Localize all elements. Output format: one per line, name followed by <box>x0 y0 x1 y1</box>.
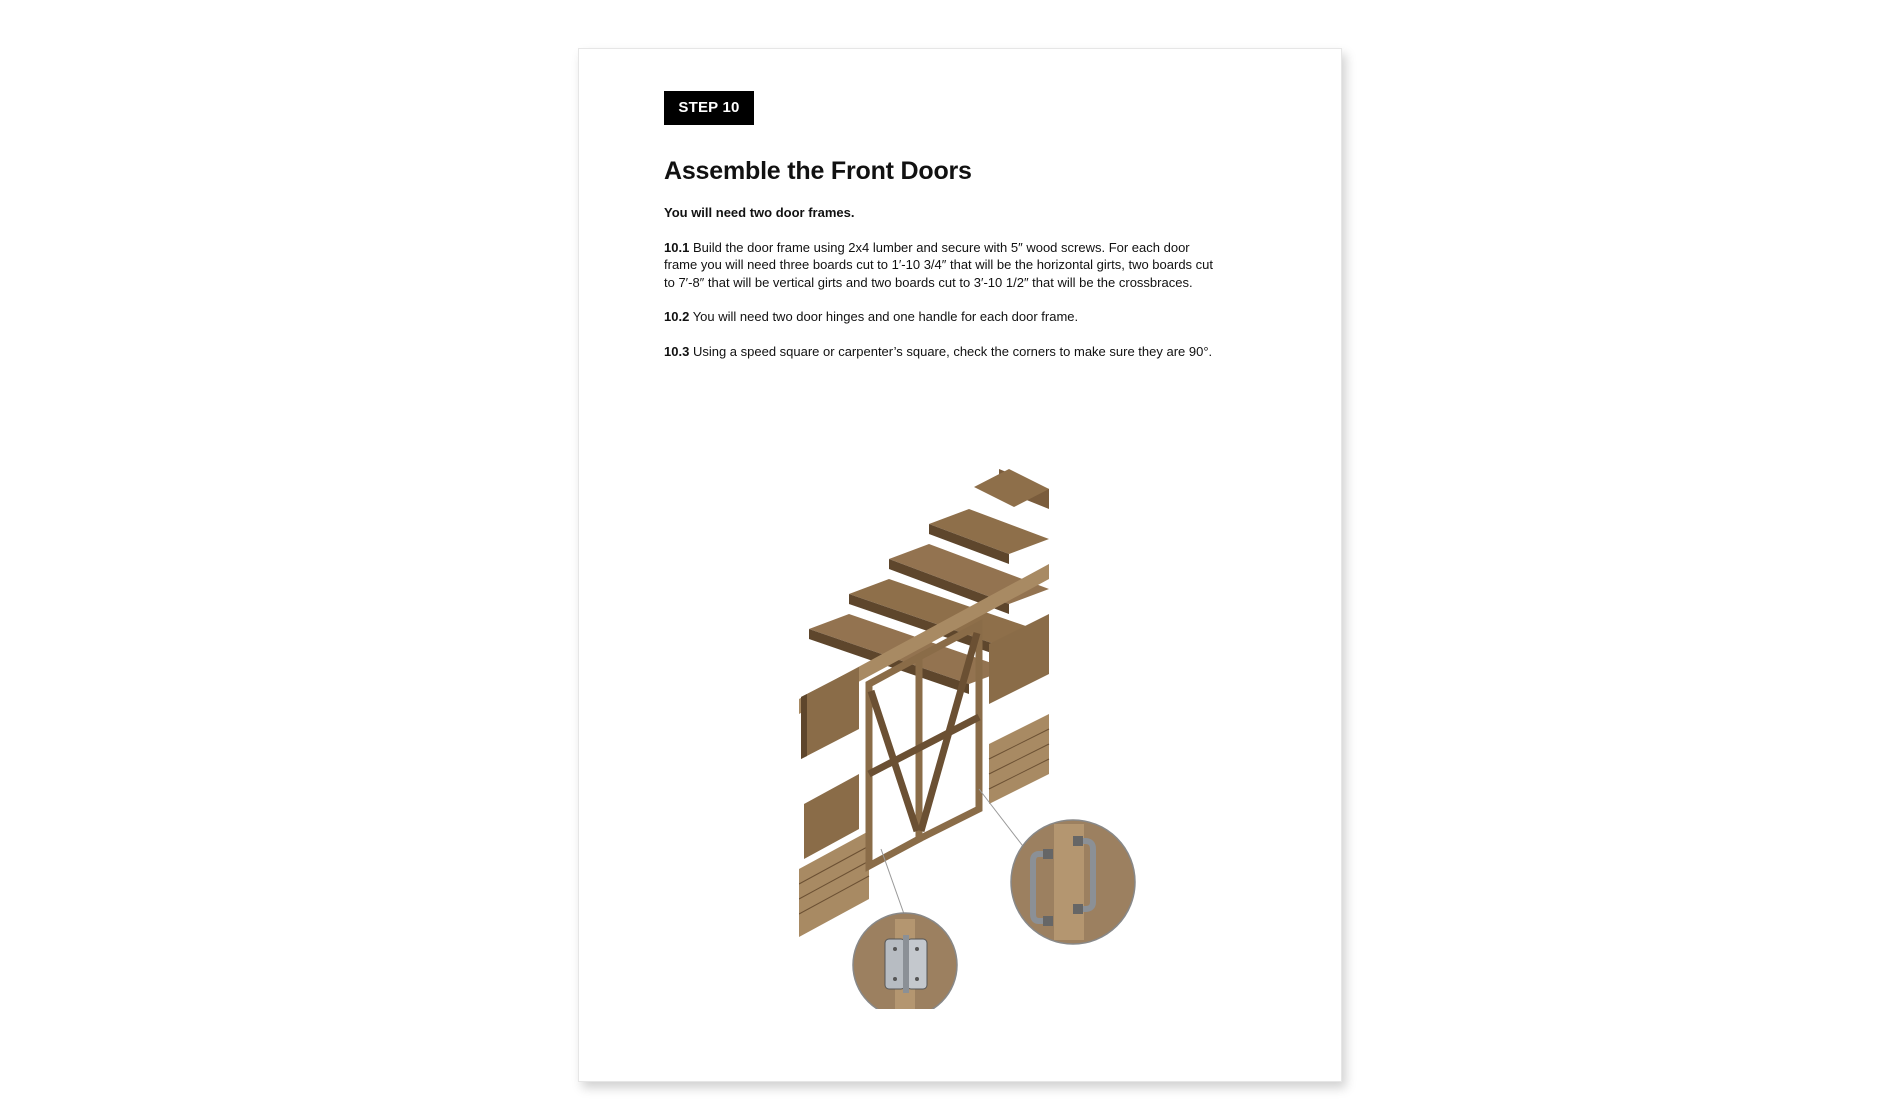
step-number: 10.2 <box>664 309 690 324</box>
hinge-detail <box>853 913 957 1009</box>
step-badge: STEP 10 <box>664 91 754 125</box>
right-wall <box>989 614 1049 804</box>
instructions <box>664 204 1224 377</box>
hinge-callout-line <box>881 849 904 914</box>
step-text: Build the door frame using 2x4 lumber and secure with 5″ wood screws. For each door frame you will need three boards cut to 1′-10 3/4″ that will be the horizontal girts, two boards cut to 7′-8″ that will be vertical girts and two boards cut to 3′-10 1/2″ that will be the crossbraces. <box>664 239 1213 290</box>
document-page <box>578 48 1342 1082</box>
step-text: You will need two door hinges and one handle for each door frame. <box>692 309 1079 324</box>
page-title: Assemble the Front Doors <box>664 157 972 185</box>
step-number: 10.1 <box>664 239 690 255</box>
intro-text: You will need two door frames. <box>664 205 855 220</box>
handle-callout-line <box>979 789 1029 854</box>
door-assembly-illustration <box>799 469 1179 1009</box>
handle-detail <box>1011 820 1135 944</box>
step-10-3 <box>664 343 1224 361</box>
step-number: 10.3 <box>664 343 690 359</box>
step-10-1 <box>664 239 1224 292</box>
step-10-2 <box>664 308 1224 326</box>
step-text: Using a speed square or carpenter’s square, check the corners to make sure they are 90°. <box>692 343 1213 359</box>
left-wall <box>799 667 869 937</box>
